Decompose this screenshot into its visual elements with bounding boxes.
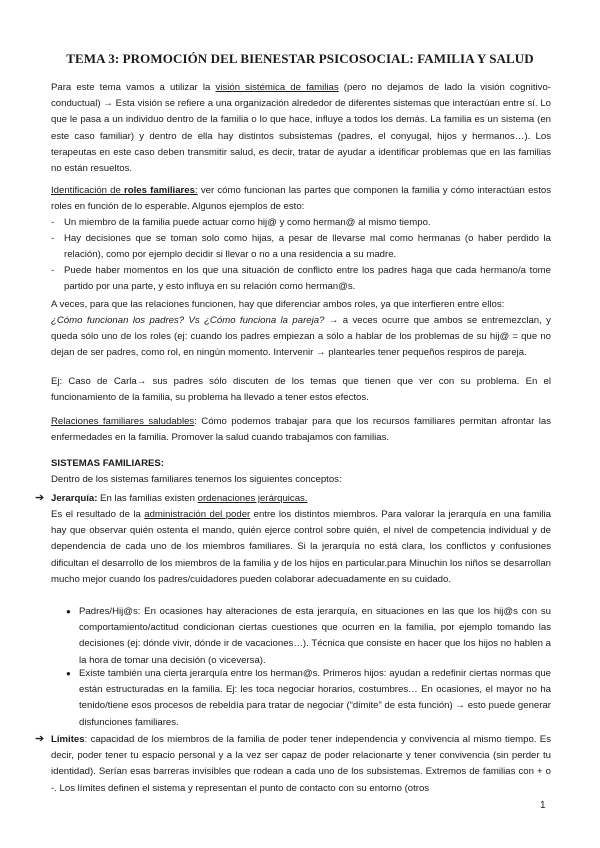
relations-heading: Relaciones familiares saludables bbox=[51, 416, 195, 427]
systems-intro: Dentro de los sistemas familiares tenemos los siguientes conceptos: bbox=[51, 474, 342, 485]
roles-after: A veces, para que las relaciones funcionen, hay que diferenciar ambos roles, ya que interfieren entre ellos: bbox=[51, 299, 505, 310]
hierarchy-line: ➔ Jerarquía: En las familias existen ordenaciones jerárquicas. bbox=[35, 492, 308, 504]
roles-question: ¿Cómo funcionan los padres? Vs ¿Cómo funciona la pareja? → a veces ocurre que ambos se entremezclan, y queda sólo uno de los roles (ej: cuando los padres empiezan a sólo a hablar de los problemas de su hij@ = que no dejan de ser padres, como rol, en ningún momento. Intervenir → plantearles tener pequeños respiros de pareja. bbox=[51, 315, 551, 359]
roles-example: Ej: Caso de Carla→ sus padres sólo discuten de los temas que tienen que ver con su problema. En el funcionamiento de la familia, su problema ha llevado a tener estos efectos. bbox=[51, 376, 551, 404]
page-title: TEMA 3: PROMOCIÓN DEL BIENESTAR PSICOSOCIAL: FAMILIA Y SALUD bbox=[66, 51, 534, 66]
roles-item: - Un miembro de la familia puede actuar como hij@ y como herman@ al mismo tiempo. bbox=[51, 217, 431, 228]
hierarchy-power-link: administración del poder bbox=[144, 509, 251, 520]
hierarchy-paragraph: Es el resultado de la administración del poder entre los distintos miembros. Para valorar la jerarquía en una familia hay que observar quién ostenta el mando, quién ejerce control sobre quién, el nivel de competencia individual y de dependencia de cada uno de los miembros familiares. Si la jerarquía no está clara, los conflictos y confusiones dificultan el desarrollo de los miembros de la familia y de los hijos en particular.para Minuchin los niños se desarrollan mucho mejor cuando los padres/cuidadores pueden colaborar adecuadamente en su cuidado. bbox=[51, 509, 551, 585]
arrow-right-icon: ➔ bbox=[35, 733, 45, 745]
bullet-icon: ● bbox=[66, 669, 71, 678]
roles-paragraph: Identificación de roles familiares: ver cómo funcionan las partes que componen la familia y cómo interactúan estos roles en función de lo esperable. Algunos ejemplos de esto: bbox=[51, 185, 551, 213]
hierarchy-bullet: ● Existe también una cierta jerarquía entre los herman@s. Primeros hijos: ayudan a redefinir ciertas normas que están estructuradas en la familia. Ej: les toca negociar horarios, costumbres… En ocasiones, el mayor no ha tenido/tiene esos procesos de rebeldía para tratar de negociar (“dimite” de esta función) → esto puede generar disfunciones familiares. bbox=[66, 668, 551, 728]
hierarchy-bullet: ● Padres/Hij@s: En ocasiones hay alteraciones de esta jerarquía, en situaciones en las que los hij@s con su comportamiento/actitud condicionan ciertas cuestiones que ocurren en la familia, por ejemplo tomando las decisiones (ej: dónde vivir, dónde ir de vacaciones…). Técnica que consiste en hacer que los hijos no hablen a la hora de tomar una decisión (o viceversa). bbox=[66, 606, 551, 666]
roles-item: - Hay decisiones que se toman solo como hijas, a pesar de llevarse mal como hermanas (o haber perdido la relación), como por ejemplo decidir si llevar o no a una residencia a su madre. bbox=[51, 233, 551, 261]
bullet-icon: ● bbox=[66, 607, 71, 616]
relations-paragraph: Relaciones familiares saludables: Cómo podemos trabajar para que los recursos familiares permitan afrontar las enfermedades en la familia. Promover la salud cuando trabajamos con familias. bbox=[51, 416, 551, 444]
intro-link: visión sistémica de familias bbox=[215, 82, 339, 93]
systems-heading: SISTEMAS FAMILIARES: bbox=[51, 458, 164, 469]
hierarchy-link: ordenaciones jerárquicas. bbox=[197, 493, 308, 504]
page-number: 1 bbox=[540, 800, 546, 811]
limits-section: ➔ Límites: capacidad de los miembros de la familia de poder tener independencia y convivencia al mismo tiempo. Es decir, poder tener tu espacio personal y a la vez ser capaz de poder relacionarte y tener convivencia (sin perder tu identidad). Serían esas barreras invisibles que rodean a cada uno de los subsistemas. Extremos de familias con + o -. Los límites definen el sistema y representan el punto de contacto con su entorno (otros bbox=[35, 733, 551, 794]
arrow-right-icon: ➔ bbox=[35, 492, 45, 504]
roles-heading: Identificación de roles familiares: bbox=[51, 185, 198, 196]
intro-paragraph: Para este tema vamos a utilizar la visión sistémica de familias (pero no dejamos de lado la visión cognitivo-conductual) → Esta visión se refiere a una organización alrededor de diferentes sistemas que interactúan entre sí. Lo que le pasa a un individuo dentro de la familia o lo que hace, influye a todos los demás. La familia es un sistema (en este caso familiar) y dentro de ella hay distintos subsistemas (padres, el conyugal, hijos y hermanos…). Los terapeutas en este caso deben transmitir salud, es decir, tratar de ayudar a identificar problemas que en las familias no están resueltos. bbox=[51, 82, 551, 175]
roles-item: - Puede haber momentos en los que una situación de conflicto entre los padres haga que cada hermano/a tome partido por una parte, y esto influya en su relación como herman@s. bbox=[51, 265, 551, 293]
